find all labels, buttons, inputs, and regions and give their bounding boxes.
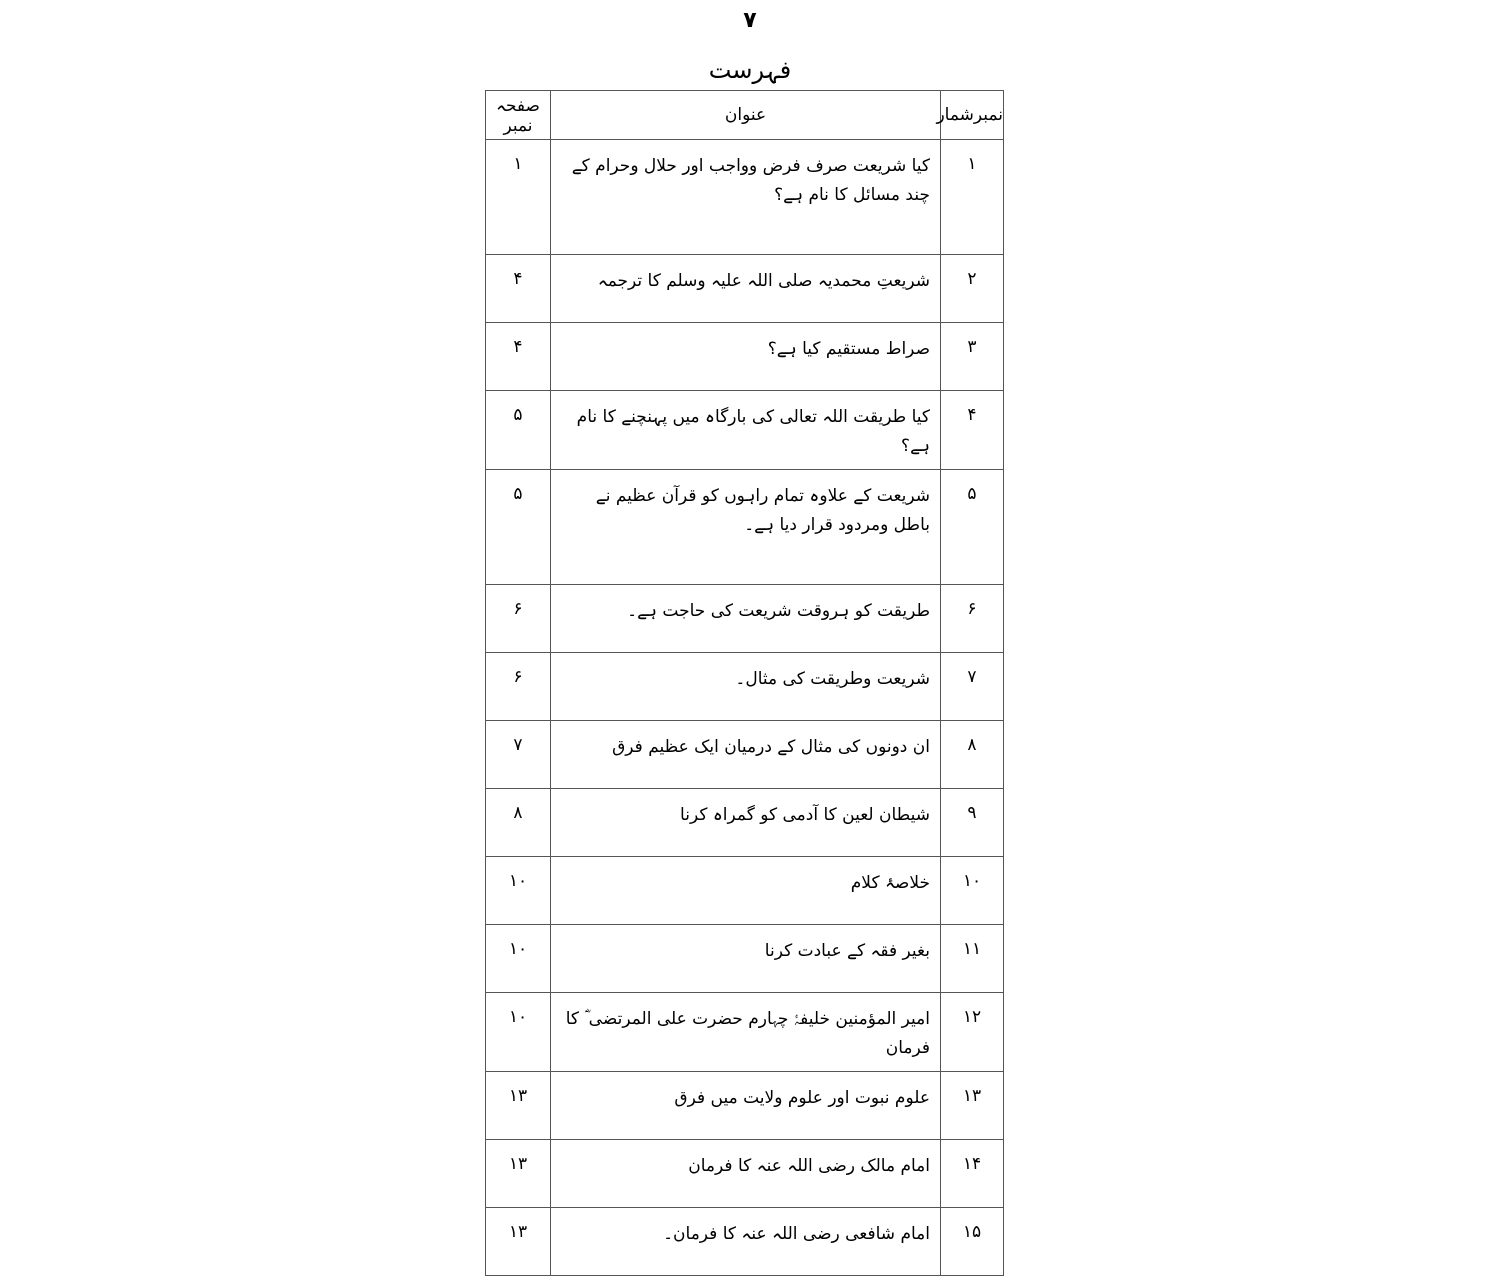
row-title: شیطان لعین کا آدمی کو گمراہ کرنا — [551, 789, 941, 857]
row-title: امام مالک رضی اللہ عنہ کا فرمان — [551, 1140, 941, 1208]
row-title: امیر المؤمنین خلیفۂ چہارم حضرت علی المرتضی ؓ کا فرمان — [551, 993, 941, 1072]
toc-row — [486, 721, 1004, 789]
toc-row — [486, 140, 1004, 255]
toc-row — [486, 255, 1004, 323]
toc-header-row — [486, 91, 1004, 140]
row-title: صراط مستقیم کیا ہے؟ — [551, 323, 941, 391]
toc-row — [486, 1072, 1004, 1140]
row-serial: ۱۲ — [941, 993, 1004, 1072]
row-serial: ۲ — [941, 255, 1004, 323]
row-serial: ۹ — [941, 789, 1004, 857]
row-page: ۶ — [486, 585, 551, 653]
row-serial: ۶ — [941, 585, 1004, 653]
toc-row — [486, 1208, 1004, 1276]
toc-row — [486, 653, 1004, 721]
row-page: ۱۰ — [486, 993, 551, 1072]
row-page: ۶ — [486, 653, 551, 721]
row-page: ۱۳ — [486, 1140, 551, 1208]
row-serial: ۱ — [941, 140, 1004, 255]
row-page: ۱ — [486, 140, 551, 255]
toc-title: فہرست — [708, 56, 792, 84]
toc-row — [486, 585, 1004, 653]
page-number: ۷ — [743, 8, 757, 33]
row-page: ۷ — [486, 721, 551, 789]
row-page: ۱۳ — [486, 1208, 551, 1276]
row-title: امام شافعی رضی اللہ عنہ کا فرمان۔ — [551, 1208, 941, 1276]
row-serial: ۴ — [941, 391, 1004, 470]
row-title: ان دونوں کی مثال کے درمیان ایک عظیم فرق — [551, 721, 941, 789]
row-serial: ۷ — [941, 653, 1004, 721]
row-title: کیا طریقت اللہ تعالی کی بارگاہ میں پہنچنے کا نام ہے؟ — [551, 391, 941, 470]
row-page: ۴ — [486, 323, 551, 391]
row-serial: ۸ — [941, 721, 1004, 789]
row-title: کیا شریعت صرف فرض وواجب اور حلال وحرام کے چند مسائل کا نام ہے؟ — [551, 140, 941, 255]
row-serial: ۱۴ — [941, 1140, 1004, 1208]
header-title: عنوان — [551, 91, 941, 140]
toc-row — [486, 925, 1004, 993]
header-serial: نمبرشمار — [941, 91, 1004, 140]
row-page: ۸ — [486, 789, 551, 857]
row-title: خلاصۂ کلام — [551, 857, 941, 925]
row-serial: ۱۰ — [941, 857, 1004, 925]
row-title: طریقت کو ہروقت شریعت کی حاجت ہے۔ — [551, 585, 941, 653]
row-title: علوم نبوت اور علوم ولایت میں فرق — [551, 1072, 941, 1140]
row-page: ۵ — [486, 391, 551, 470]
row-title: بغیر فقہ کے عبادت کرنا — [551, 925, 941, 993]
toc-row — [486, 470, 1004, 585]
row-page: ۱۰ — [486, 925, 551, 993]
row-serial: ۳ — [941, 323, 1004, 391]
toc-row — [486, 993, 1004, 1072]
header-page: صفحہ نمبر — [486, 91, 551, 140]
row-title: شریعت وطریقت کی مثال۔ — [551, 653, 941, 721]
row-title: شریعتِ محمدیہ صلی اللہ علیہ وسلم کا ترجمہ — [551, 255, 941, 323]
row-page: ۵ — [486, 470, 551, 585]
toc-row — [486, 323, 1004, 391]
row-title: شریعت کے علاوہ تمام راہوں کو قرآن عظیم نے باطل ومردود قرار دیا ہے۔ — [551, 470, 941, 585]
row-serial: ۱۱ — [941, 925, 1004, 993]
row-page: ۱۳ — [486, 1072, 551, 1140]
row-serial: ۱۵ — [941, 1208, 1004, 1276]
row-page: ۴ — [486, 255, 551, 323]
toc-row — [486, 857, 1004, 925]
toc-row — [486, 391, 1004, 470]
toc-table — [485, 90, 1004, 1276]
toc-row — [486, 1140, 1004, 1208]
toc-row — [486, 789, 1004, 857]
row-serial: ۱۳ — [941, 1072, 1004, 1140]
row-page: ۱۰ — [486, 857, 551, 925]
row-serial: ۵ — [941, 470, 1004, 585]
